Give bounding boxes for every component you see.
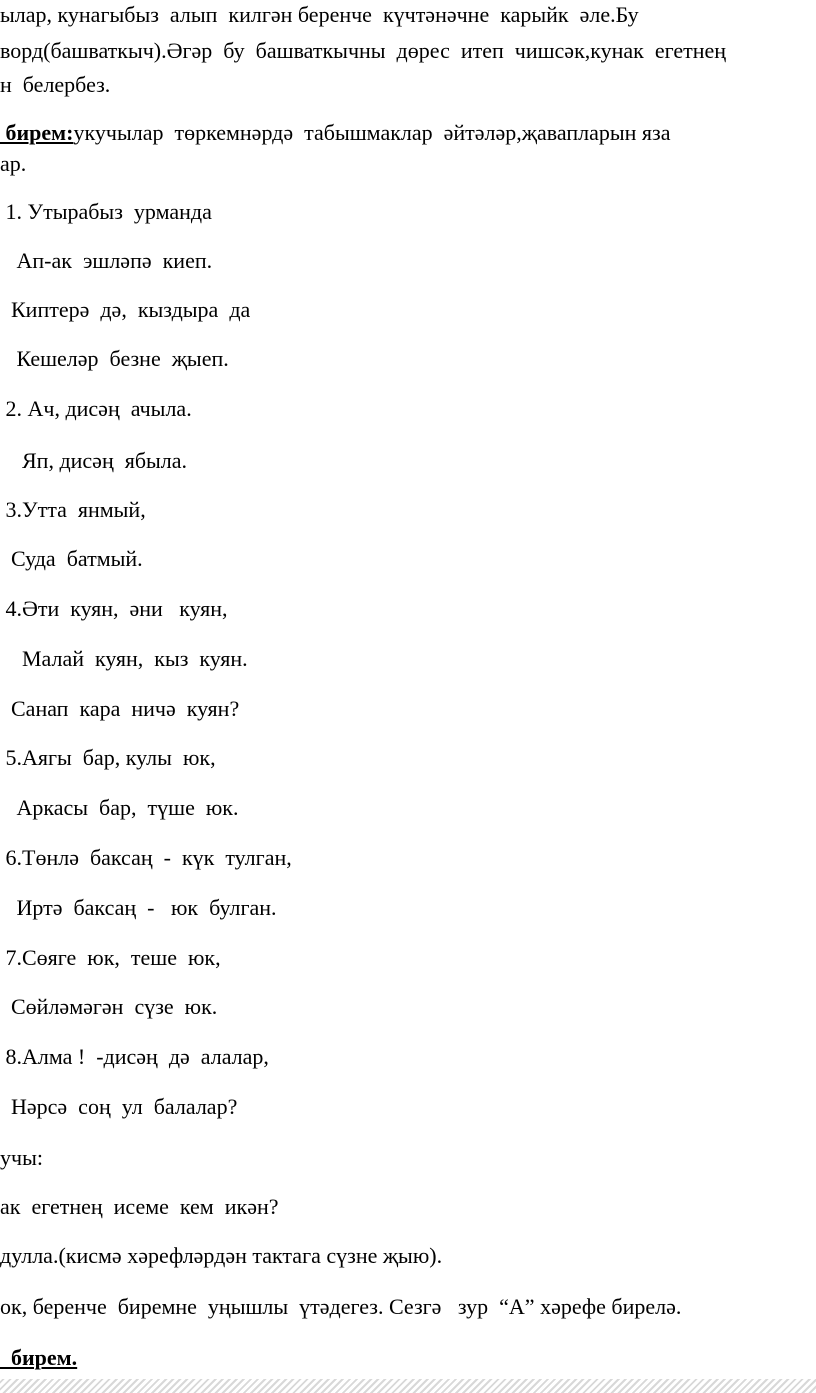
riddle-line: Киптерә дә, кыздыра да bbox=[0, 297, 251, 322]
riddle-line: Ап-ак эшләпә киеп. bbox=[0, 248, 213, 273]
riddle-line: 8.Алма ! -дисәң дә алалар, bbox=[0, 1044, 269, 1069]
riddle-line: Сөйләмәгән сүзе юк. bbox=[0, 994, 218, 1019]
closing-line-4: ок, беренче биремне уңышлы үтәдегез. Сезгә зур “А” хәрефе бирелә. bbox=[0, 1294, 682, 1319]
intro-line-1: ылар, кунагыбыз алып килгән беренче күчтәнәчне карыйк әле.Бу bbox=[0, 2, 639, 27]
task1-line-2: ар. bbox=[0, 151, 27, 176]
riddle-line: Иртә баксаң - юк булган. bbox=[0, 895, 277, 920]
riddle-line: Яп, дисәң ябыла. bbox=[0, 448, 188, 473]
riddle-line: 4.Әти куян, әни куян, bbox=[0, 596, 228, 621]
page-bottom-divider bbox=[0, 1374, 816, 1393]
riddle-line: 7.Сөяге юк, теше юк, bbox=[0, 945, 221, 970]
intro-line-2: ворд(башваткыч).Әгәр бу башваткычны дөрес итеп чишсәк,кунак егетнең bbox=[0, 38, 727, 63]
riddle-line: 3.Утта янмый, bbox=[0, 497, 146, 522]
riddle-line: Аркасы бар, түше юк. bbox=[0, 795, 239, 820]
riddle-line: Малай куян, кыз куян. bbox=[0, 646, 248, 671]
riddle-line: 5.Аягы бар, кулы юк, bbox=[0, 745, 216, 770]
riddle-line: Нәрсә соң ул балалар? bbox=[0, 1094, 238, 1119]
task1-text: укучылар төркемнәрдә табышмаклар әйтәләр,җавапларын яза bbox=[73, 120, 671, 145]
closing-line-2: ак егетнең исеме кем икән? bbox=[0, 1194, 279, 1219]
riddle-line: 2. Ач, дисәң ачыла. bbox=[0, 396, 192, 421]
closing-line-3: дулла.(кисмә хәрефләрдән тактага сүзне җыю). bbox=[0, 1243, 443, 1268]
task2-label: бирем. bbox=[0, 1345, 78, 1370]
task2-line bbox=[0, 1345, 77, 1371]
riddle-line: 1. Утырабыз урманда bbox=[0, 199, 212, 224]
intro-line-3: н белербез. bbox=[0, 72, 111, 97]
closing-line-1: учы: bbox=[0, 1145, 43, 1170]
riddle-line: Кешеләр безне җыеп. bbox=[0, 346, 229, 371]
task1-label: бирем: bbox=[0, 120, 74, 145]
riddle-line: Суда батмый. bbox=[0, 546, 143, 571]
riddle-line: 6.Төнлә баксаң - күк тулган, bbox=[0, 845, 292, 870]
riddle-line: Санап кара ничә куян? bbox=[0, 696, 240, 721]
task1-line-1 bbox=[0, 120, 671, 146]
